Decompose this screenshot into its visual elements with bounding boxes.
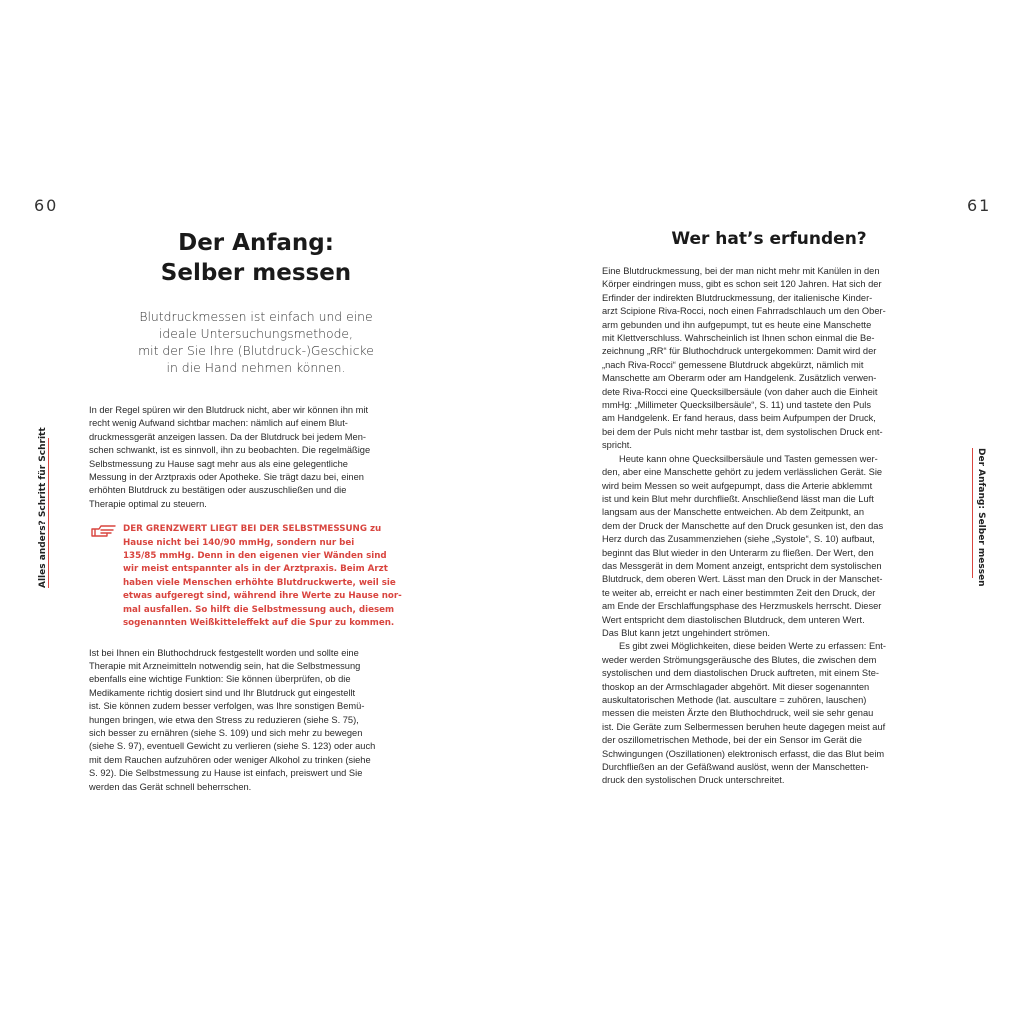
lead-line: ideale Untersuchungsmethode, [158,326,353,341]
text-line: den, aber eine Manschette gehört zu jedem verlässlichen Gerät. Sie [602,467,883,478]
text-line: druckmessgerät anzeigen lassen. Da der Blutdruck bei jedem Men- [89,431,366,442]
text-line: In der Regel spüren wir den Blutdruck nicht, aber wir können ihn mit [89,405,369,415]
text-line: spricht. [602,440,632,451]
text-line: langsam aus der Manschette entweichen. Ab dem Zeitpunkt, an [602,507,865,518]
text-line: am Ende der Erschlaffungsphase des Herzmuskels herrscht. Dieser [602,601,882,612]
callout-line: Hause nicht bei 140/90 mmHg, sondern nur bei [123,537,355,548]
text-line: Körper eindringen muss, gibt es schon seit 120 Jahren. Hat sich der [602,279,882,290]
title-line: Der Anfang: [178,230,334,256]
text-line: mmHg: „Millimeter Quecksilbersäule“, S. 11) und tastete den Puls [602,400,872,411]
text-line: bei dem der Puls nicht mehr tastbar ist, dem systolischen Druck ent- [602,426,883,437]
running-head-right-rule [972,448,973,578]
text-line: (siehe S. 97), eventuell Gewicht zu verlieren (siehe S. 123) oder auch [89,741,376,752]
text-line: Erfinder der indirekten Blutdruckmessung, der italienische Kinder- [602,292,873,303]
text-line: „nach Riva-Rocci“ gemessene Blutdruck abgekürzt, nämlich mit [602,359,864,370]
page-number-left: 60 [34,196,59,215]
text-line: Wert entspricht dem diastolischen Blutdruck, dem unteren Wert. [602,614,865,625]
text-line: ist. Sie können zudem besser verfolgen, was Ihre sonstigen Bemü- [89,701,365,712]
text-line: dem der Druck der Manschette auf den Druck gesunken ist, den das [602,520,884,531]
text-line: druck den systolischen Druck unterschreitet. [602,775,785,786]
text-line: Selbstmessung zu Hause sagt mehr aus als eine gelegentliche [89,458,348,469]
text-line: Medikamente richtig dosiert sind und Ihr Blutdruck gut eingestellt [89,687,356,698]
text-line: wird beim Messen so weit aufgepumpt, dass die Arterie abklemmt [602,480,873,491]
text-line: Blutdruck, dem oberen Wert. Lässt man den Druck in der Manschet- [602,574,883,585]
callout-line: haben viele Menschen erhöhte Blutdruckwerte, weil sie [123,577,396,588]
text-line: mit Klettverschluss. Wahrscheinlich ist Ihnen schon einmal die Be- [602,333,875,344]
lead-line: in die Hand nehmen können. [166,360,346,375]
body-paragraph-1 [602,265,936,453]
pointing-hand-icon [91,523,117,539]
text-line: Messung in der Arztpraxis oder Apotheke. Sie trägt dazu bei, einen [89,472,364,483]
text-line: Es gibt zwei Möglichkeiten, diese beiden Werte zu erfassen: Ent- [619,641,886,652]
text-line: ist und kein Blut mehr durchfließt. Anschließend lässt man die Luft [602,493,874,504]
text-line: Das Blut kann jetzt ungehindert strömen. [602,627,770,638]
text-line: recht wenig Aufwand sichtbar machen: nämlich auf einem Blut- [89,418,348,429]
callout-line: 135/85 mmHg. Denn in den eigenen vier Wänden sind [123,551,387,562]
text-line: zeichnung „RR“ für Bluthochdruck untergekommen: Damit wird der [602,346,877,357]
text-line: dete Riva-Rocci eine Quecksilbersäule (von daher auch die Einheit [602,386,878,397]
text-line: thoskop an der Armschlagader abgehört. Mit dieser sogenannten [602,681,870,692]
text-line: Eine Blutdruckmessung, bei der man nicht mehr mit Kanülen in den [602,266,880,276]
lead-paragraph [89,308,423,376]
body-paragraph-2 [89,647,423,794]
text-line: Manschette am Oberarm oder am Handgelenk. Zusätzlich verwen- [602,373,877,384]
right-page-title: Wer hat’s erfunden? [671,229,867,249]
text-line: systolischen und dem diastolischen Druck auftreten, mit einem Ste- [602,668,879,679]
text-line: werden das Gerät schnell beherrschen. [89,781,252,792]
body-paragraph-1 [89,404,423,511]
text-line: schen schwankt, ist es sinnvoll, ihn zu beobachten. Die regelmäßige [89,445,371,456]
text-line: Ist bei Ihnen ein Bluthochdruck festgestellt worden und sollte eine [89,647,359,658]
callout-line: DER GRENZWERT LIEGT BEI DER SELBSTMESSUNG zu [123,524,382,535]
text-line: Herz durch das Zusammenziehen (siehe „Systole“, S. 10) aufbaut, [602,534,875,545]
text-line: ebenfalls eine wichtige Funktion: Sie können überprüfen, ob die [89,674,351,685]
left-page-title [89,228,423,288]
text-line: Durchfließen an der Gefäßwand auslöst, wenn der Manschetten- [602,762,869,773]
left-page-column [89,228,423,794]
text-line: mit dem Rauchen aufzuhören oder weniger Alkohol zu trinken (siehe [89,754,371,765]
text-line: te weiter ab, erreicht er nach einer bestimmten Zeit den Druck, der [602,587,876,598]
text-line: Therapie optimal zu steuern. [89,498,207,509]
running-head-right: Der Anfang: Selber messen [976,448,986,587]
title-line: Selber messen [160,260,352,286]
text-line: erhöhten Blutdruck zu bestätigen oder auszuschließen und die [89,485,347,496]
text-line: S. 92). Die Selbstmessung zu Hause ist einfach, preiswert und Sie [89,768,363,779]
text-line: beginnt das Blut wieder in den Unterarm zu fließen. Der Wert, den [602,547,874,558]
text-line: hungen bringen, wie etwa den Stress zu reduzieren (siehe S. 75), [89,714,359,725]
text-line: Heute kann ohne Quecksilbersäule und Tasten gemessen wer- [619,453,878,464]
lead-line: Blutdruckmessen ist einfach und eine [139,309,373,324]
text-line: am Handgelenk. Er fand heraus, dass beim Aufpumpen der Druck, [602,413,876,424]
callout-line: mal ausfallen. So hilft die Selbstmessung auch, diesem [123,604,395,615]
text-line: Therapie mit Arzneimitteln notwendig sein, hat die Selbstmessung [89,660,361,671]
body-paragraph-2 [602,453,936,641]
lead-line: mit der Sie Ihre (Blutdruck-)Geschicke [138,343,374,358]
text-line: arzt Scipione Riva-Rocci, noch einen Fahrradschlauch um den Ober- [602,306,886,317]
callout-box [89,523,423,630]
text-line: weder werden Strömungsgeräusche des Blutes, die zwischen dem [602,654,877,665]
text-line: arm gebunden und ihn aufgepumpt, tut es heute eine Manschette [602,319,872,330]
body-paragraph-3 [602,640,936,787]
text-line: der oszillometrischen Methode, bei der ein Sensor im Gerät die [602,735,862,746]
text-line: messen die meisten Ärzte den Bluthochdruck, weil sie sehr genau [602,708,874,719]
callout-line: sogenannten Weißkitteleffekt auf die Spur zu kommen. [123,618,395,629]
page-number-right: 61 [967,196,992,215]
callout-line: etwas aufgeregt sind, während ihre Werte zu Hause nor- [123,591,402,602]
right-page-column [602,228,936,788]
text-line: auskultatorischen Methode (lat. auscultare = zuhören, lauschen) [602,695,867,705]
text-line: sich besser zu ernähren (siehe S. 109) und sich mehr zu bewegen [89,727,363,738]
text-line: das Messgerät in dem Moment anzeigt, entspricht dem systolischen [602,560,882,571]
running-head-left-rule [48,438,49,588]
running-head-left: Alles anders? Schritt für Schritt [38,427,48,588]
text-line: ist. Die Geräte zum Selbermessen beruhen heute dagegen meist auf [602,721,886,732]
callout-text [123,523,423,630]
callout-line: wir meist entspannter als in der Arztpraxis. Beim Arzt [123,564,388,575]
text-line: Schwingungen (Oszillationen) elektronisch erfasst, die das Blut beim [602,748,885,759]
